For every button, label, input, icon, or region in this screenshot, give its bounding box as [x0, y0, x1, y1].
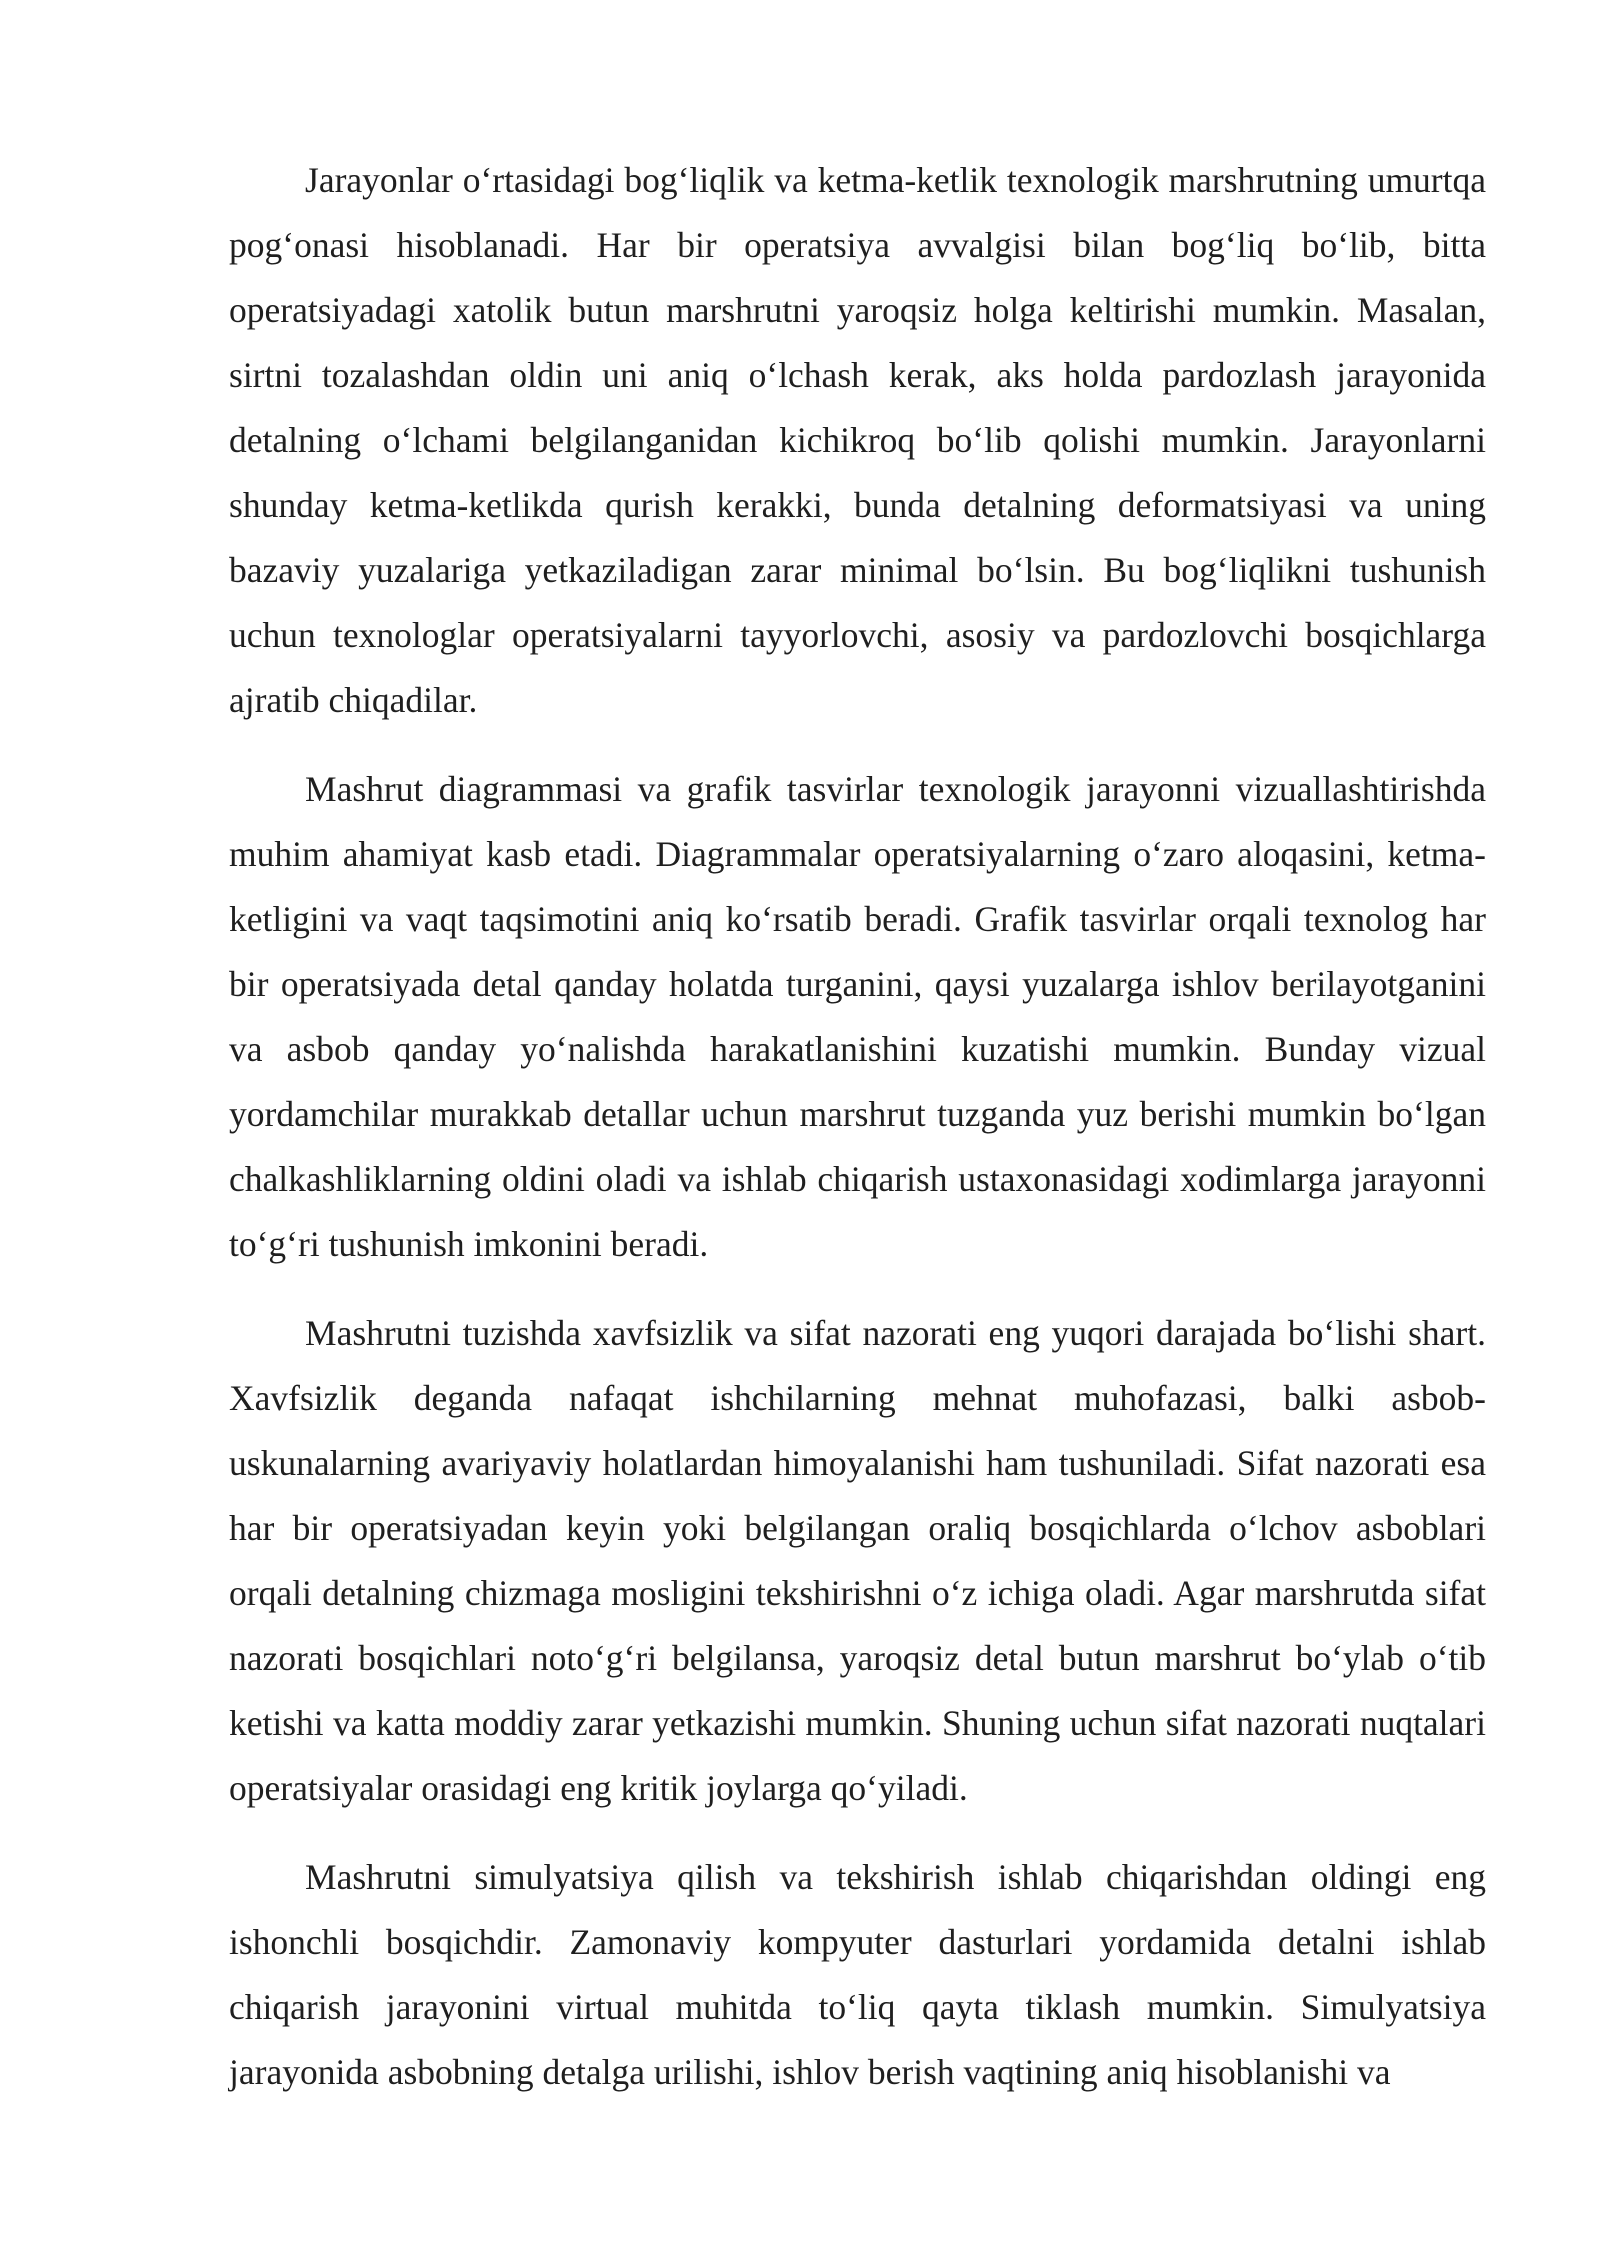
- paragraph-3: Mashrutni tuzishda xavfsizlik va sifat nazorati eng yuqori darajada boʻlishi shart. Xavfsizlik deganda nafaqat ishchilarning mehnat muhofazasi, balki asbob-uskunalarning avariyaviy holatlardan himoyalanishi ham tushuniladi. Sifat nazorati esa har bir operatsiyadan keyin yoki belgilangan oraliq bosqichlarda oʻlchov asboblari orqali detalning chizmaga mosligini tekshirishni oʻz ichiga oladi. Agar marshrutda sifat nazorati bosqichlari notoʻgʻri belgilansa, yaroqsiz detal butun marshrut boʻylab oʻtib ketishi va katta moddiy zarar yetkazishi mumkin. Shuning uchun sifat nazorati nuqtalari operatsiyalar orasidagi eng kritik joylarga qoʻyiladi.: [229, 1313, 1486, 1808]
- paragraph-1: Jarayonlar oʻrtasidagi bogʻliqlik va ketma-ketlik texnologik marshrutning umurtqa pogʻonasi hisoblanadi. Har bir operatsiya avvalgisi bilan bogʻliq boʻlib, bitta operatsiyadagi xatolik butun marshrutni yaroqsiz holga keltirishi mumkin. Masalan, sirtni tozalashdan oldin uni aniq oʻlchash kerak, aks holda pardozlash jarayonida detalning oʻlchami belgilanganidan kichikroq boʻlib qolishi mumkin. Jarayonlarni shunday ketma-ketlikda qurish kerakki, bunda detalning deformatsiyasi va uning bazaviy yuzalariga yetkaziladigan zarar minimal boʻlsin. Bu bogʻliqlikni tushunish uchun texnologlar operatsiyalarni tayyorlovchi, asosiy va pardozlovchi bosqichlarga ajratib chiqadilar.: [229, 160, 1486, 720]
- paragraph-4: Mashrutni simulyatsiya qilish va tekshirish ishlab chiqarishdan oldingi eng ishonchli bosqichdir. Zamonaviy kompyuter dasturlari yordamida detalni ishlab chiqarish jarayonini virtual muhitda toʻliq qayta tiklash mumkin. Simulyatsiya jarayonida asbobning detalga urilishi, ishlov berish vaqtining aniq hisoblanishi va: [229, 1857, 1486, 2092]
- document-body: [229, 148, 1486, 2129]
- paragraph-2: Mashrut diagrammasi va grafik tasvirlar texnologik jarayonni vizuallashtirishda muhim ahamiyat kasb etadi. Diagrammalar operatsiyalarning oʻzaro aloqasini, ketma-ketligini va vaqt taqsimotini aniq koʻrsatib beradi. Grafik tasvirlar orqali texnolog har bir operatsiyada detal qanday holatda turganini, qaysi yuzalarga ishlov berilayotganini va asbob qanday yoʻnalishda harakatlanishini kuzatishi mumkin. Bunday vizual yordamchilar murakkab detallar uchun marshrut tuzganda yuz berishi mumkin boʻlgan chalkashliklarning oldini oladi va ishlab chiqarish ustaxonasidagi xodimlarga jarayonni toʻgʻri tushunish imkonini beradi.: [229, 769, 1486, 1264]
